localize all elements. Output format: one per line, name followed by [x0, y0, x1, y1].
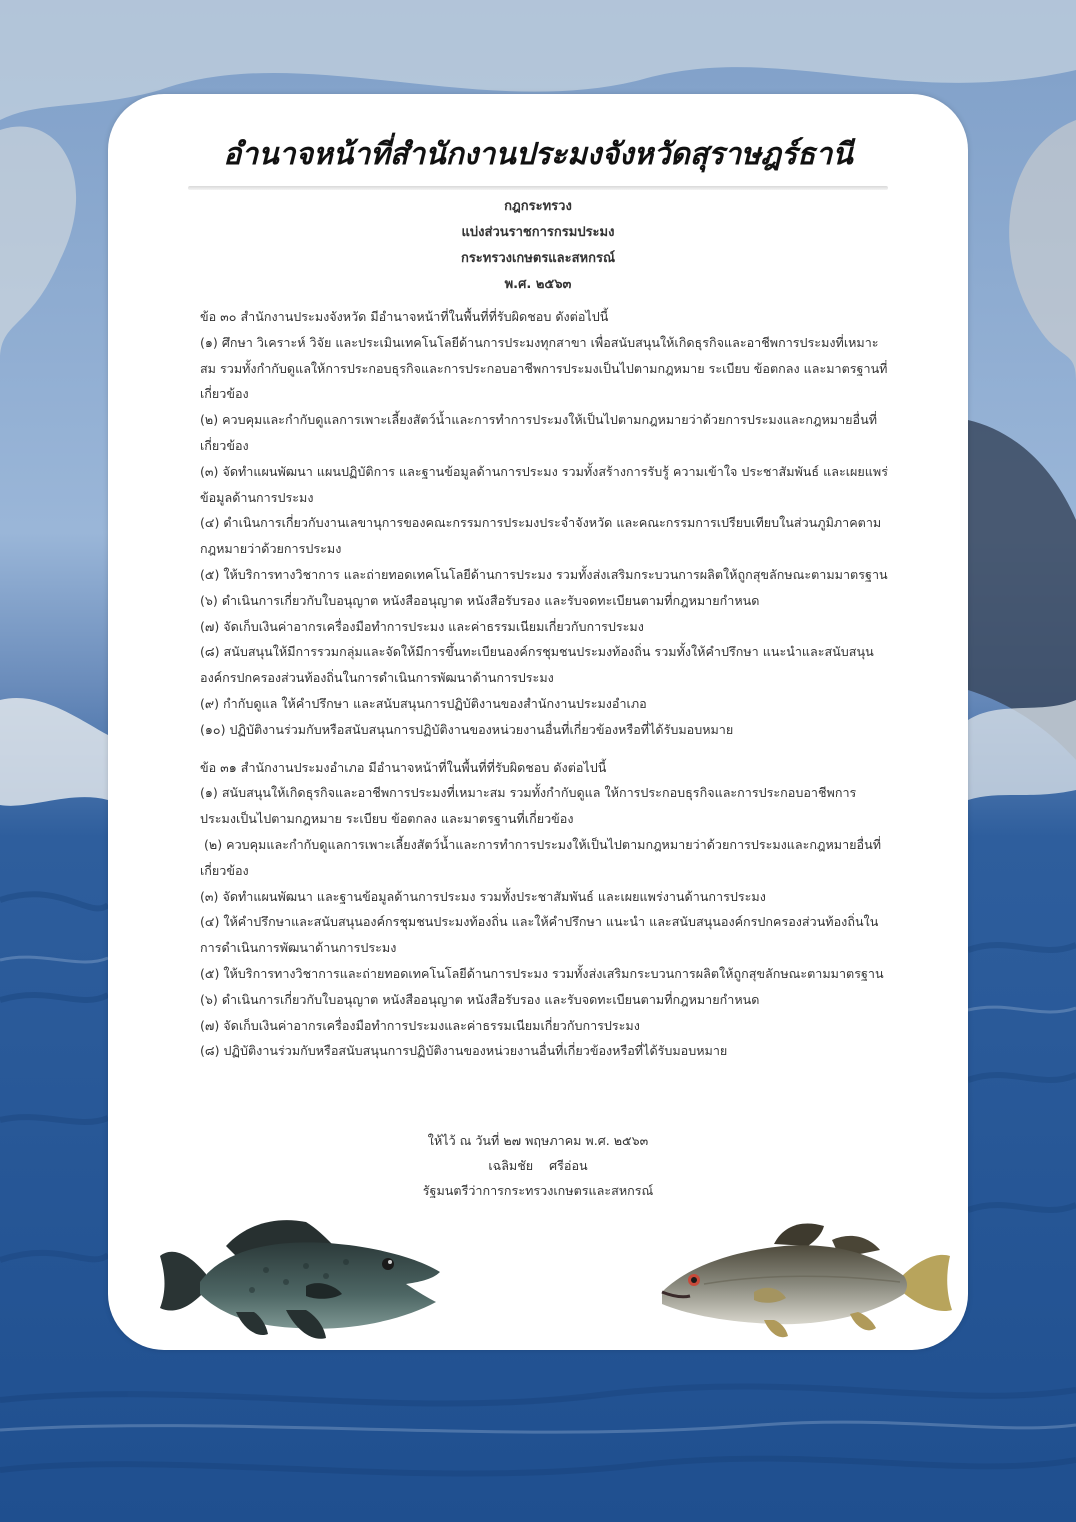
- signature-position: รัฐมนตรีว่าการกระทรวงเกษตรและสหกรณ์: [422, 1183, 654, 1198]
- duty-item: (๘) ปฏิบัติงานร่วมกับหรือสนับสนุนการปฏิบัติงานของหน่วยงานอื่นที่เกี่ยวข้องหรือที่ได้รับมอบหมาย: [200, 1043, 728, 1059]
- duty-item: (๔) ดำเนินการเกี่ยวกับงานเลขานุการของคณะกรรมการประมงประจำจังหวัด และคณะกรรมการเปรียบเทียบในส่วนภูมิภาคตามกฎหมายว่าด้วยการประมง: [200, 515, 882, 557]
- duty-item: (๓) จัดทำแผนพัฒนา แผนปฏิบัติการ และฐานข้อมูลด้านการประมง รวมทั้งสร้างการรับรู้ ความเข้าใจ ประชาสัมพันธ์ และเผยแพร่ข้อมูลด้านการประมง: [200, 463, 888, 505]
- duty-item: (๑) ศึกษา วิเคราะห์ วิจัย และประเมินเทคโนโลยีด้านการประมงทุกสาขา เพื่อสนับสนุนให้เกิดธุรกิจและอาชีพการประมงที่เหมาะสม รวมทั้งกำกับดูแลให้การประกอบธุรกิจและการประกอบอาชีพการประมงเป็นไปตามกฎหมาย ระเบียบ ข้อตกลง และมาตรฐานที่เกี่ยวข้อง: [200, 334, 888, 402]
- duty-item: (๒) ควบคุมและกำกับดูแลการเพาะเลี้ยงสัตว์น้ำและการทำการประมงให้เป็นไปตามกฎหมายว่าด้วยการประมงและกฎหมายอื่นที่เกี่ยวข้อง: [200, 836, 882, 878]
- section-heading: ข้อ ๓๐ สำนักงานประมงจังหวัด มีอำนาจหน้าที่ในพื้นที่ที่รับผิดชอบ ดังต่อไปนี้: [200, 309, 609, 324]
- heading-line: กระทรวงเกษตรและสหกรณ์: [460, 251, 616, 266]
- duty-item: (๒) ควบคุมและกำกับดูแลการเพาะเลี้ยงสัตว์น้ำและการทำการประมงให้เป็นไปตามกฎหมายว่าด้วยการประมงและกฎหมายอื่นที่เกี่ยวข้อง: [200, 412, 878, 453]
- heading-line: กฎกระทรวง: [504, 199, 572, 214]
- duty-item: (๖) ดำเนินการเกี่ยวกับใบอนุญาต หนังสืออนุญาต หนังสือรับรอง และรับจดทะเบียนตามที่กฎหมายกำหนด: [200, 592, 760, 608]
- duty-item: (๗) จัดเก็บเงินค่าอากรเครื่องมือทำการประมง และค่าธรรมเนียมเกี่ยวกับการประมง: [200, 618, 644, 634]
- section-heading: ข้อ ๓๑ สำนักงานประมงอำเภอ มีอำนาจหน้าที่ในพื้นที่ที่รับผิดชอบ ดังต่อไปนี้: [200, 759, 607, 775]
- title-divider: [188, 186, 888, 190]
- duty-item: (๔) ให้คำปรึกษาและสนับสนุนองค์กรชุมชนประมงท้องถิ่น และให้คำปรึกษา แนะนำ และสนับสนุนองค์กรปกครองส่วนท้องถิ่นในการดำเนินการพัฒนาด้านการประมง: [200, 914, 879, 956]
- duty-item: (๙) กำกับดูแล ให้คำปรึกษา และสนับสนุนการปฏิบัติงานของสำนักงานประมงอำเภอ: [200, 695, 647, 711]
- section-district-office: [200, 755, 892, 1065]
- duty-item: (๗) จัดเก็บเงินค่าอากรเครื่องมือทำการประมงและค่าธรรมเนียมเกี่ยวกับการประมง: [200, 1017, 640, 1033]
- signature-block: [308, 1128, 768, 1203]
- duty-item: (๘) สนับสนุนให้มีการรวมกลุ่มและจัดให้มีการขึ้นทะเบียนองค์กรชุมชนประมงท้องถิ่น รวมทั้งให้คำปรึกษา แนะนำและสนับสนุนองค์กรปกครองส่วนท้องถิ่นในการดำเนินการพัฒนาด้านการประมง: [200, 644, 874, 686]
- document-card: [108, 94, 968, 1350]
- signature-date: ให้ไว้ ณ วันที่ ๒๗ พฤษภาคม พ.ศ. ๒๕๖๓: [427, 1133, 649, 1148]
- heading-line: พ.ศ. ๒๕๖๓: [504, 277, 572, 292]
- section-provincial-office: [200, 304, 892, 743]
- duty-item: (๓) จัดทำแผนพัฒนา และฐานข้อมูลด้านการประมง รวมทั้งประชาสัมพันธ์ และเผยแพร่งานด้านการประมง: [200, 888, 766, 904]
- duty-item: (๕) ให้บริการทางวิชาการและถ่ายทอดเทคโนโลยีด้านการประมง รวมทั้งส่งเสริมกระบวนการผลิตให้ถูกสุขลักษณะตามมาตรฐาน: [200, 965, 884, 981]
- regulation-heading: [188, 194, 888, 298]
- duty-item: (๑๐) ปฏิบัติงานร่วมกับหรือสนับสนุนการปฏิบัติงานของหน่วยงานอื่นที่เกี่ยวข้องหรือที่ได้รับมอบหมาย: [200, 721, 734, 737]
- heading-line: แบ่งส่วนราชการกรมประมง: [461, 225, 615, 240]
- signature-name: เฉลิมชัย ศรีอ่อน: [488, 1158, 588, 1173]
- page-title: อำนาจหน้าที่สำนักงานประมงจังหวัดสุราษฎร์ธานี: [223, 137, 853, 172]
- duty-item: (๖) ดำเนินการเกี่ยวกับใบอนุญาต หนังสืออนุญาต หนังสือรับรอง และรับจดทะเบียนตามที่กฎหมายกำหนด: [200, 991, 760, 1007]
- grouper-fish-image: [156, 1210, 446, 1350]
- document-body: [200, 304, 892, 1076]
- duty-item: (๑) สนับสนุนให้เกิดธุรกิจและอาชีพการประมงที่เหมาะสม รวมทั้งกำกับดูแล ให้การประกอบธุรกิจและการประกอบอาชีพการประมงเป็นไปตามกฎหมาย ระเบียบ ข้อตกลง และมาตรฐานที่เกี่ยวข้อง: [200, 785, 857, 827]
- duty-item: (๕) ให้บริการทางวิชาการ และถ่ายทอดเทคโนโลยีด้านการประมง รวมทั้งส่งเสริมกระบวนการผลิตให้ถูกสุขลักษณะตามมาตรฐาน: [200, 566, 888, 582]
- seabass-fish-image: [654, 1218, 956, 1344]
